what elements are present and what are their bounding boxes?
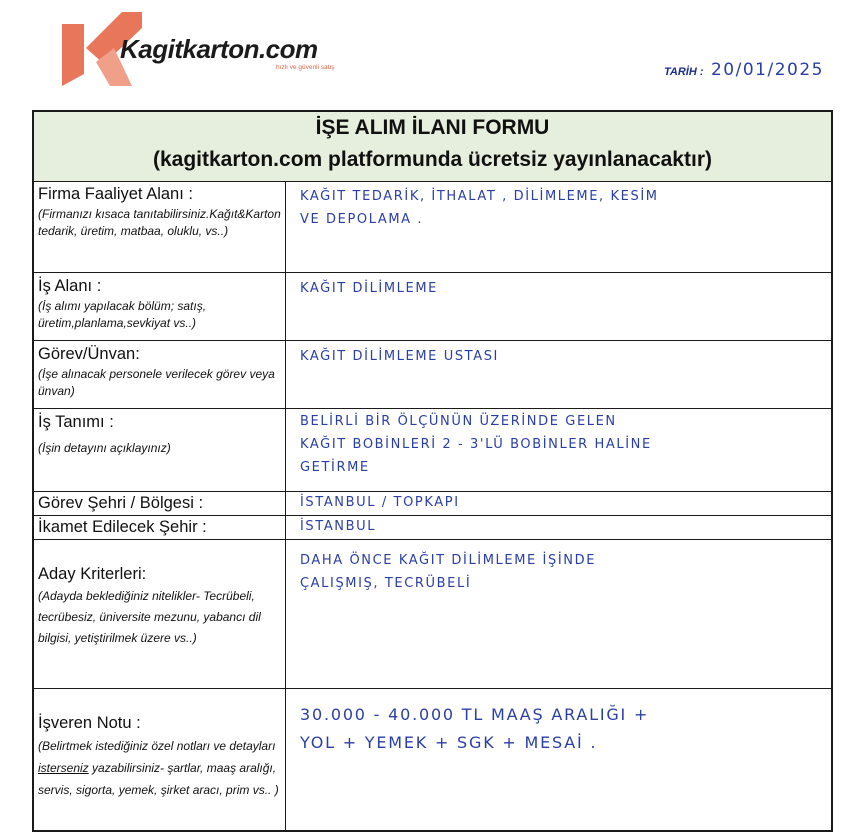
handwritten-line: GETİRME [300,460,370,475]
label-cell [34,273,286,340]
field-label: Görev Şehri / Bölgesi : [38,494,204,512]
handwritten-line: İSTANBUL [300,519,377,534]
form-row-job-area [34,273,831,341]
date-label: TARİH : [664,66,704,78]
handwritten-line: KAĞIT BOBİNLERİ 2 - 3'LÜ BOBİNLER HALİNE [300,437,652,452]
field-hint: (İşin detayını açıklayınız) [38,441,171,455]
value-cell [286,689,831,832]
field-label: Firma Faaliyet Alanı : [38,185,193,203]
value-cell [286,409,831,491]
handwritten-line: YOL + YEMEK + SGK + MESAİ . [300,733,598,752]
handwritten-line: KAĞIT DİLİMLEME USTASI [300,349,499,364]
date-field [664,60,824,80]
field-label: İş Alanı : [38,277,102,295]
label-cell [34,689,286,832]
handwritten-line: DAHA ÖNCE KAĞIT DİLİMLEME İŞİNDE [300,553,597,568]
handwritten-line: BELİRLİ BİR ÖLÇÜNÜN ÜZERİNDE GELEN [300,414,617,429]
form-row-residence-city [34,516,831,540]
form-subtitle: (kagitkarton.com platformunda ücretsiz yayınlanacaktır) [153,148,712,171]
value-cell [286,341,831,408]
value-cell [286,273,831,340]
field-label: Aday Kriterleri: [38,565,147,583]
field-hint: (Belirtmek istediğiniz özel notları ve detayları isterseniz yazabilirsiniz- şartlar, maaş aralığı, servis, sigorta, yemek, şirket aracı, prim vs.. ) [38,739,279,797]
form-row-candidate-criteria [34,540,831,689]
field-hint: (Adayda beklediğiniz nitelikler- Tecrübeli, tecrübesiz, üniversite mezunu, yabancı dil bilgisi, yetiştirilmek üzere vs..) [38,589,261,645]
logo-text: Kagitkarton.com [120,34,318,64]
handwritten-line: ÇALIŞMIŞ, TECRÜBELİ [300,576,472,591]
date-value: 20/01/2025 [710,60,824,80]
handwritten-line: KAĞIT TEDARİK, İTHALAT , DİLİMLEME, KESİM [300,189,659,204]
handwritten-line: KAĞIT DİLİMLEME [300,281,438,296]
field-hint: (İş alımı yapılacak bölüm; satış, üretim,planlama,sevkiyat vs..) [38,299,207,330]
field-label: İkamet Edilecek Şehir : [38,518,207,536]
handwritten-line: 30.000 - 40.000 TL MAAŞ ARALIĞI + [300,705,650,724]
field-hint: (Firmanızı kısaca tanıtabilirsiniz.Kağıt&Karton tedarik, üretim, matbaa, oluklu, vs..) [38,207,281,238]
logo-tagline: hızlı ve güvenli satış [276,64,335,71]
field-hint: (İşe alınacak personele verilecek görev veya ünvan) [38,367,275,398]
label-cell [34,492,286,515]
form-row-employer-note [34,689,831,832]
label-cell [34,540,286,688]
value-cell [286,516,831,539]
field-label: Görev/Ünvan: [38,345,140,363]
company-logo [62,12,372,88]
field-label: İşveren Notu : [38,714,141,732]
form-header [34,112,831,182]
handwritten-line: VE DEPOLAMA . [300,212,424,227]
form-row-position-title [34,341,831,409]
label-cell [34,409,286,491]
handwritten-line: İSTANBUL / TOPKAPI [300,495,460,510]
form-title: İŞE ALIM İLANI FORMU [315,116,550,139]
value-cell [286,492,831,515]
form-row-work-city [34,492,831,516]
job-posting-form [32,110,833,832]
form-row-activity-area [34,181,831,273]
form-row-job-description [34,409,831,492]
label-cell [34,516,286,539]
label-cell [34,181,286,272]
field-label: İş Tanımı : [38,413,114,431]
label-cell [34,341,286,408]
value-cell [286,540,831,688]
value-cell [286,181,831,272]
